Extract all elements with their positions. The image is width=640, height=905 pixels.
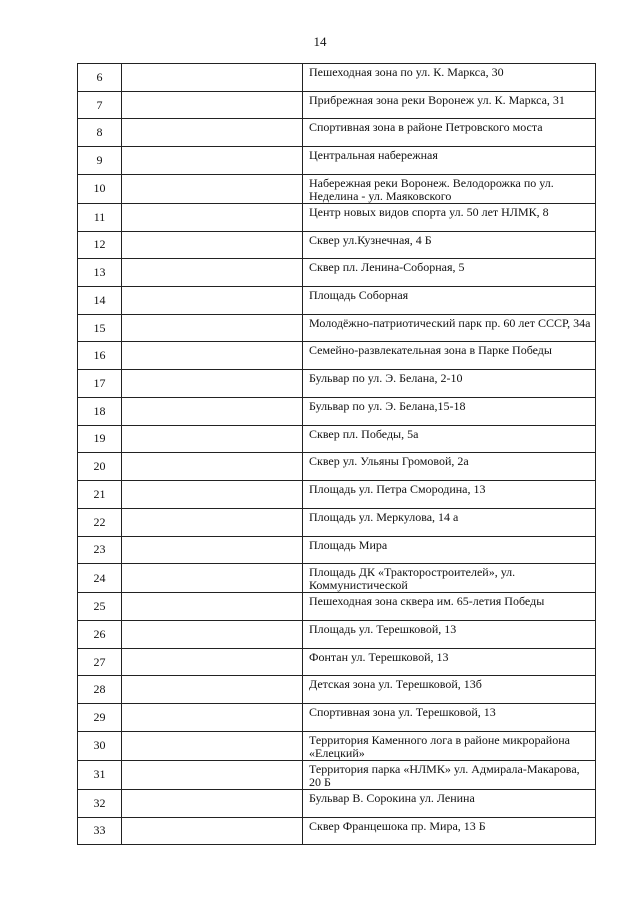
location-name: Бульвар по ул. Э. Белана, 2-10 xyxy=(303,370,596,398)
table-row xyxy=(78,817,596,845)
table-row xyxy=(78,91,596,119)
table-row xyxy=(78,536,596,564)
location-name: Площадь ул. Петра Смородина, 13 xyxy=(303,481,596,509)
row-number: 30 xyxy=(78,731,122,760)
location-name: Бульвар В. Сорокина ул. Ленина xyxy=(303,789,596,817)
empty-cell xyxy=(122,119,303,147)
table-row xyxy=(78,397,596,425)
empty-cell xyxy=(122,174,303,203)
table-row xyxy=(78,174,596,203)
table-row xyxy=(78,648,596,676)
location-name: Семейно-развлекательная зона в Парке Победы xyxy=(303,342,596,370)
location-name: Территория Каменного лога в районе микрорайона «Елецкий» xyxy=(303,731,596,760)
location-name: Сквер ул. Ульяны Громовой, 2а xyxy=(303,453,596,481)
location-name: Площадь ул. Меркулова, 14 а xyxy=(303,508,596,536)
row-number: 28 xyxy=(78,676,122,704)
row-number: 23 xyxy=(78,536,122,564)
row-number: 13 xyxy=(78,259,122,287)
empty-cell xyxy=(122,593,303,621)
row-number: 20 xyxy=(78,453,122,481)
table-body xyxy=(78,64,596,845)
empty-cell xyxy=(122,789,303,817)
table-row xyxy=(78,119,596,147)
table-row xyxy=(78,704,596,732)
location-name: Бульвар по ул. Э. Белана,15-18 xyxy=(303,397,596,425)
location-name: Площадь ДК «Тракторостроителей», ул. Коммунистической xyxy=(303,564,596,593)
empty-cell xyxy=(122,536,303,564)
table-row xyxy=(78,370,596,398)
location-name: Пешеходная зона по ул. К. Маркса, 30 xyxy=(303,64,596,92)
row-number: 12 xyxy=(78,231,122,259)
table-row xyxy=(78,231,596,259)
empty-cell xyxy=(122,648,303,676)
table-row xyxy=(78,789,596,817)
table-row xyxy=(78,593,596,621)
row-number: 29 xyxy=(78,704,122,732)
empty-cell xyxy=(122,481,303,509)
table-row xyxy=(78,564,596,593)
table-row xyxy=(78,676,596,704)
location-name: Сквер пл. Победы, 5а xyxy=(303,425,596,453)
empty-cell xyxy=(122,314,303,342)
location-name: Площадь Соборная xyxy=(303,287,596,315)
location-name: Сквер пл. Ленина-Соборная, 5 xyxy=(303,259,596,287)
page-number: 14 xyxy=(313,34,327,49)
location-name: Центральная набережная xyxy=(303,147,596,175)
row-number: 18 xyxy=(78,397,122,425)
empty-cell xyxy=(122,231,303,259)
table-row xyxy=(78,314,596,342)
location-name: Прибрежная зона реки Воронеж ул. К. Маркса, 31 xyxy=(303,91,596,119)
row-number: 9 xyxy=(78,147,122,175)
location-name: Фонтан ул. Терешковой, 13 xyxy=(303,648,596,676)
row-number: 31 xyxy=(78,760,122,789)
empty-cell xyxy=(122,760,303,789)
row-number: 24 xyxy=(78,564,122,593)
row-number: 17 xyxy=(78,370,122,398)
table-row xyxy=(78,453,596,481)
row-number: 27 xyxy=(78,648,122,676)
empty-cell xyxy=(122,91,303,119)
location-name: Спортивная зона в районе Петровского моста xyxy=(303,119,596,147)
table-row xyxy=(78,287,596,315)
row-number: 10 xyxy=(78,174,122,203)
empty-cell xyxy=(122,453,303,481)
location-name: Молодёжно-патриотический парк пр. 60 лет СССР, 34а xyxy=(303,314,596,342)
row-number: 7 xyxy=(78,91,122,119)
row-number: 25 xyxy=(78,593,122,621)
empty-cell xyxy=(122,259,303,287)
location-name: Территория парка «НЛМК» ул. Адмирала-Макарова, 20 Б xyxy=(303,760,596,789)
empty-cell xyxy=(122,147,303,175)
row-number: 11 xyxy=(78,203,122,231)
table-row xyxy=(78,147,596,175)
row-number: 8 xyxy=(78,119,122,147)
table-row xyxy=(78,259,596,287)
empty-cell xyxy=(122,620,303,648)
location-name: Детская зона ул. Терешковой, 13б xyxy=(303,676,596,704)
empty-cell xyxy=(122,676,303,704)
location-name: Площадь Мира xyxy=(303,536,596,564)
location-name: Центр новых видов спорта ул. 50 лет НЛМК, 8 xyxy=(303,203,596,231)
location-name: Набережная реки Воронеж. Велодорожка по ул. Неделина - ул. Маяковского xyxy=(303,174,596,203)
empty-cell xyxy=(122,425,303,453)
location-name: Сквер ул.Кузнечная, 4 Б xyxy=(303,231,596,259)
empty-cell xyxy=(122,397,303,425)
location-name: Сквер Францешока пр. Мира, 13 Б xyxy=(303,817,596,845)
empty-cell xyxy=(122,508,303,536)
row-number: 6 xyxy=(78,64,122,92)
row-number: 26 xyxy=(78,620,122,648)
table-row xyxy=(78,64,596,92)
table-row xyxy=(78,425,596,453)
location-name: Пешеходная зона сквера им. 65-летия Победы xyxy=(303,593,596,621)
row-number: 33 xyxy=(78,817,122,845)
empty-cell xyxy=(122,370,303,398)
table-row xyxy=(78,203,596,231)
empty-cell xyxy=(122,704,303,732)
table-row xyxy=(78,620,596,648)
row-number: 19 xyxy=(78,425,122,453)
row-number: 15 xyxy=(78,314,122,342)
table-row xyxy=(78,342,596,370)
empty-cell xyxy=(122,64,303,92)
empty-cell xyxy=(122,564,303,593)
table-row xyxy=(78,508,596,536)
location-name: Площадь ул. Терешковой, 13 xyxy=(303,620,596,648)
table-row xyxy=(78,731,596,760)
locations-table xyxy=(77,63,596,845)
row-number: 21 xyxy=(78,481,122,509)
row-number: 32 xyxy=(78,789,122,817)
row-number: 14 xyxy=(78,287,122,315)
row-number: 16 xyxy=(78,342,122,370)
location-name: Спортивная зона ул. Терешковой, 13 xyxy=(303,704,596,732)
empty-cell xyxy=(122,287,303,315)
table-row xyxy=(78,760,596,789)
empty-cell xyxy=(122,342,303,370)
table-row xyxy=(78,481,596,509)
empty-cell xyxy=(122,731,303,760)
empty-cell xyxy=(122,817,303,845)
row-number: 22 xyxy=(78,508,122,536)
empty-cell xyxy=(122,203,303,231)
